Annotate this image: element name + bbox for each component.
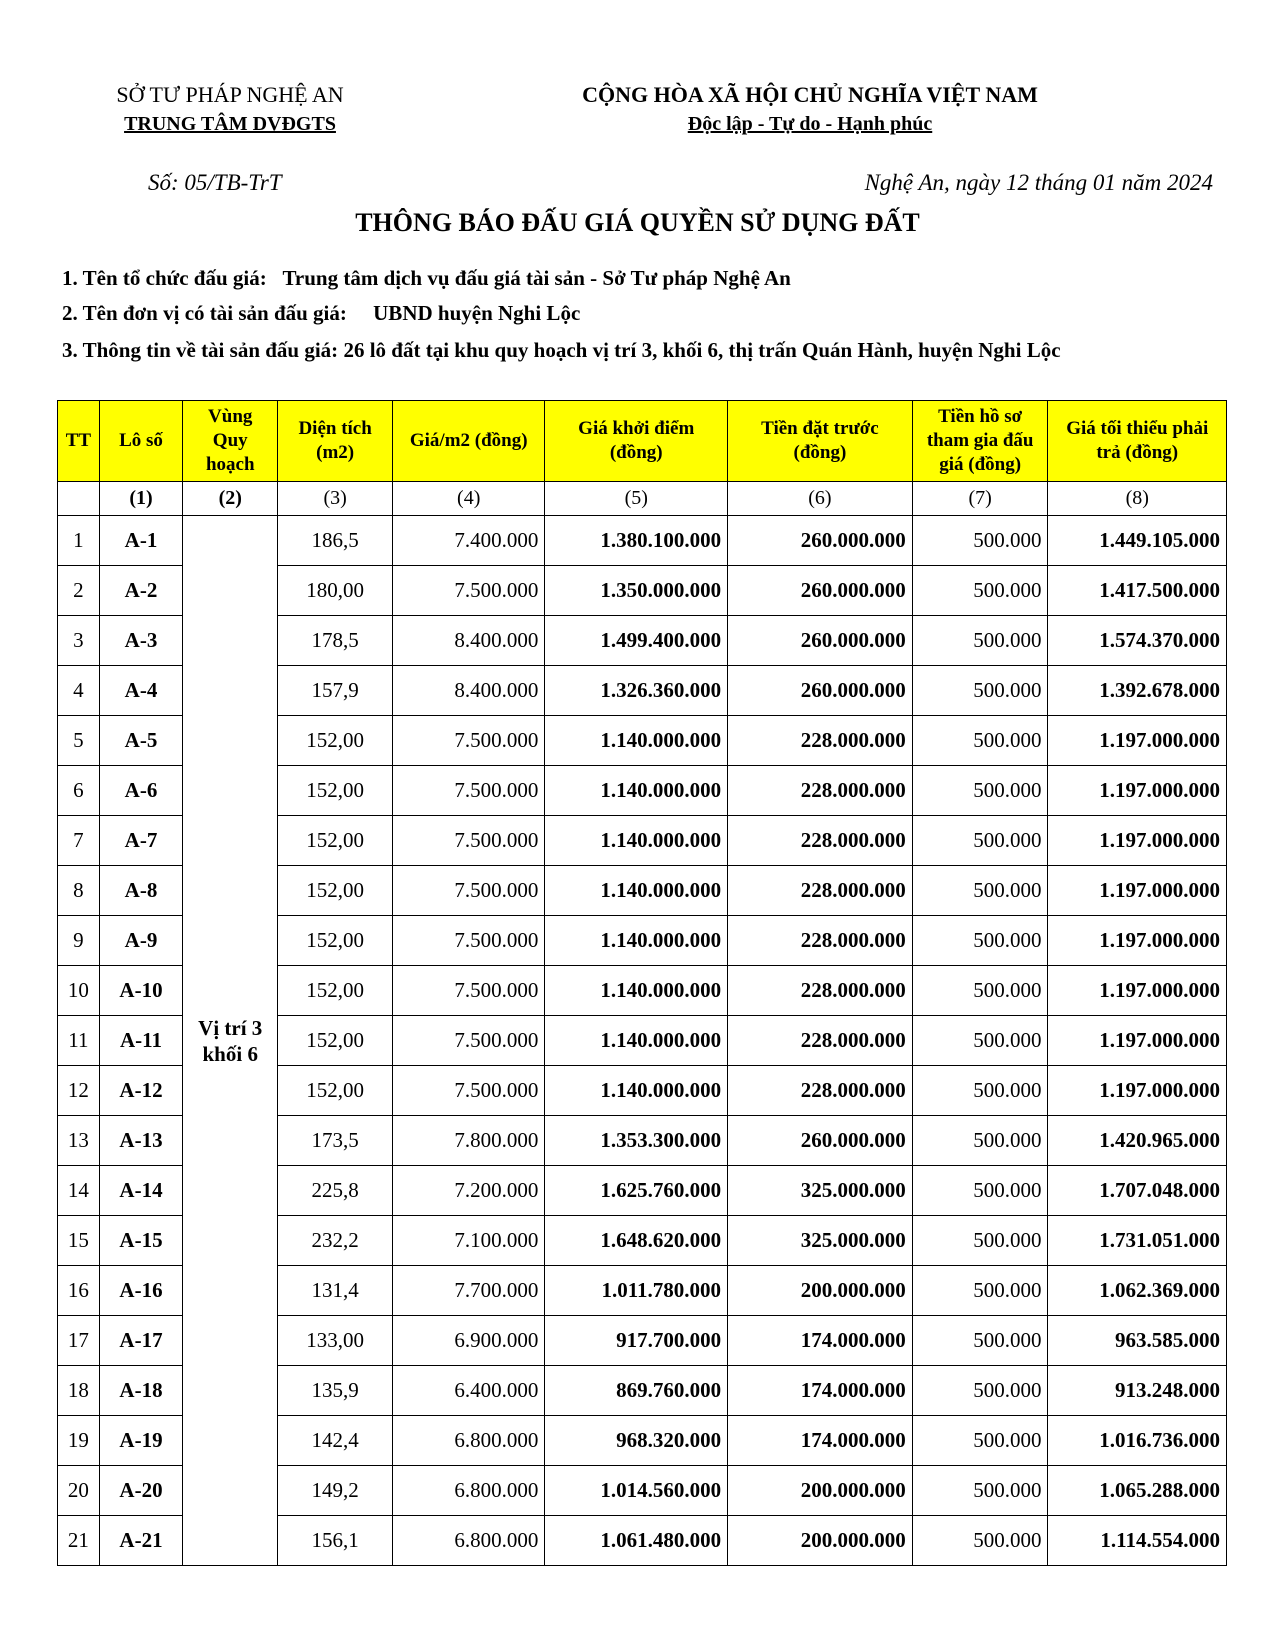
info-value: 26 lô đất tại khu quy hoạch vị trí 3, khối 6, thị trấn Quán Hành, huyện Nghi Lộc: [343, 338, 1061, 362]
price-per-m2-cell: 6.800.000: [393, 1416, 545, 1466]
info-line-asset: [62, 338, 1061, 363]
price-per-m2-cell: 7.500.000: [393, 766, 545, 816]
area-cell: 157,9: [278, 666, 393, 716]
info-line-organizer: [62, 266, 791, 291]
deposit-cell: 228.000.000: [728, 966, 913, 1016]
col-number: (6): [728, 482, 913, 516]
info-label: 1. Tên tổ chức đấu giá:: [62, 266, 267, 290]
min-price-cell: 1.197.000.000: [1048, 966, 1227, 1016]
price-per-m2-cell: 6.800.000: [393, 1516, 545, 1566]
row-index: 19: [58, 1416, 100, 1466]
row-index: 20: [58, 1466, 100, 1516]
national-header: [530, 80, 1090, 138]
document-number: Số: 05/TB-TrT: [148, 170, 282, 195]
start-price-cell: 1.625.760.000: [545, 1166, 728, 1216]
deposit-cell: 260.000.000: [728, 1116, 913, 1166]
lot-number: A-1: [99, 516, 183, 566]
row-index: 12: [58, 1066, 100, 1116]
document-date: Nghệ An, ngày 12 tháng 01 năm 2024: [864, 170, 1213, 195]
start-price-cell: 1.140.000.000: [545, 716, 728, 766]
price-per-m2-cell: 7.700.000: [393, 1266, 545, 1316]
start-price-cell: 968.320.000: [545, 1416, 728, 1466]
info-label: 2. Tên đơn vị có tài sản đấu giá:: [62, 301, 347, 325]
price-per-m2-cell: 7.400.000: [393, 516, 545, 566]
price-per-m2-cell: 7.500.000: [393, 816, 545, 866]
row-index: 11: [58, 1016, 100, 1066]
price-per-m2-cell: 6.800.000: [393, 1466, 545, 1516]
row-index: 10: [58, 966, 100, 1016]
fee-cell: 500.000: [912, 1266, 1048, 1316]
col-number: (7): [912, 482, 1048, 516]
row-index: 2: [58, 566, 100, 616]
lot-number: A-7: [99, 816, 183, 866]
min-price-cell: 1.197.000.000: [1048, 1066, 1227, 1116]
fee-cell: 500.000: [912, 966, 1048, 1016]
min-price-cell: 913.248.000: [1048, 1366, 1227, 1416]
deposit-cell: 200.000.000: [728, 1516, 913, 1566]
price-per-m2-cell: 7.500.000: [393, 866, 545, 916]
deposit-cell: 325.000.000: [728, 1166, 913, 1216]
fee-cell: 500.000: [912, 1016, 1048, 1066]
lot-number: A-12: [99, 1066, 183, 1116]
row-index: 1: [58, 516, 100, 566]
price-per-m2-cell: 7.500.000: [393, 566, 545, 616]
start-price-cell: 1.140.000.000: [545, 966, 728, 1016]
area-cell: 142,4: [278, 1416, 393, 1466]
area-cell: 180,00: [278, 566, 393, 616]
lot-number: A-17: [99, 1316, 183, 1366]
info-value: UBND huyện Nghi Lộc: [373, 301, 581, 325]
deposit-cell: 260.000.000: [728, 516, 913, 566]
start-price-cell: 1.140.000.000: [545, 916, 728, 966]
auction-table: [57, 400, 1227, 1566]
area-cell: 152,00: [278, 766, 393, 816]
start-price-cell: 917.700.000: [545, 1316, 728, 1366]
start-price-cell: 1.648.620.000: [545, 1216, 728, 1266]
fee-cell: 500.000: [912, 1466, 1048, 1516]
row-index: 14: [58, 1166, 100, 1216]
fee-cell: 500.000: [912, 916, 1048, 966]
col-number: (3): [278, 482, 393, 516]
deposit-cell: 228.000.000: [728, 866, 913, 916]
lot-number: A-16: [99, 1266, 183, 1316]
area-cell: 152,00: [278, 816, 393, 866]
area-cell: 135,9: [278, 1366, 393, 1416]
min-price-cell: 1.197.000.000: [1048, 1016, 1227, 1066]
deposit-cell: 200.000.000: [728, 1466, 913, 1516]
start-price-cell: 1.140.000.000: [545, 866, 728, 916]
col-number: (1): [99, 482, 183, 516]
area-cell: 156,1: [278, 1516, 393, 1566]
fee-cell: 500.000: [912, 1516, 1048, 1566]
fee-cell: 500.000: [912, 1366, 1048, 1416]
min-price-cell: 1.449.105.000: [1048, 516, 1227, 566]
price-per-m2-cell: 7.500.000: [393, 716, 545, 766]
lot-number: A-20: [99, 1466, 183, 1516]
price-per-m2-cell: 7.500.000: [393, 1066, 545, 1116]
fee-cell: 500.000: [912, 716, 1048, 766]
deposit-cell: 325.000.000: [728, 1216, 913, 1266]
row-index: 7: [58, 816, 100, 866]
deposit-cell: 174.000.000: [728, 1416, 913, 1466]
row-index: 4: [58, 666, 100, 716]
lot-number: A-3: [99, 616, 183, 666]
col-number: (8): [1048, 482, 1227, 516]
col-number: [58, 482, 100, 516]
deposit-cell: 228.000.000: [728, 766, 913, 816]
col-header-zone: Vùng Quy hoạch: [183, 401, 278, 482]
fee-cell: 500.000: [912, 516, 1048, 566]
price-per-m2-cell: 8.400.000: [393, 666, 545, 716]
col-number: (2): [183, 482, 278, 516]
min-price-cell: 1.392.678.000: [1048, 666, 1227, 716]
min-price-cell: 1.197.000.000: [1048, 916, 1227, 966]
deposit-cell: 228.000.000: [728, 716, 913, 766]
deposit-cell: 228.000.000: [728, 816, 913, 866]
info-line-owner: [62, 301, 580, 326]
lot-number: A-9: [99, 916, 183, 966]
start-price-cell: 1.061.480.000: [545, 1516, 728, 1566]
lot-number: A-2: [99, 566, 183, 616]
deposit-cell: 228.000.000: [728, 916, 913, 966]
fee-cell: 500.000: [912, 1216, 1048, 1266]
lot-number: A-19: [99, 1416, 183, 1466]
issuer-header: [80, 80, 380, 138]
start-price-cell: 1.140.000.000: [545, 1016, 728, 1066]
min-price-cell: 1.417.500.000: [1048, 566, 1227, 616]
lot-number: A-8: [99, 866, 183, 916]
row-index: 21: [58, 1516, 100, 1566]
table-body: [58, 516, 1227, 1566]
price-per-m2-cell: 8.400.000: [393, 616, 545, 666]
area-cell: 133,00: [278, 1316, 393, 1366]
table-row: [58, 516, 1227, 566]
area-cell: 152,00: [278, 966, 393, 1016]
lot-number: A-18: [99, 1366, 183, 1416]
start-price-cell: 1.014.560.000: [545, 1466, 728, 1516]
info-label: 3. Thông tin về tài sản đấu giá:: [62, 338, 339, 362]
price-per-m2-cell: 7.500.000: [393, 916, 545, 966]
deposit-cell: 260.000.000: [728, 616, 913, 666]
lot-number: A-10: [99, 966, 183, 1016]
min-price-cell: 1.197.000.000: [1048, 816, 1227, 866]
fee-cell: 500.000: [912, 1416, 1048, 1466]
fee-cell: 500.000: [912, 1116, 1048, 1166]
row-index: 17: [58, 1316, 100, 1366]
lot-number: A-13: [99, 1116, 183, 1166]
price-per-m2-cell: 7.800.000: [393, 1116, 545, 1166]
fee-cell: 500.000: [912, 666, 1048, 716]
col-number: (4): [393, 482, 545, 516]
price-per-m2-cell: 7.500.000: [393, 966, 545, 1016]
row-index: 18: [58, 1366, 100, 1416]
area-cell: 186,5: [278, 516, 393, 566]
col-header-deposit: Tiền đặt trước (đồng): [728, 401, 913, 482]
min-price-cell: 1.016.736.000: [1048, 1416, 1227, 1466]
fee-cell: 500.000: [912, 866, 1048, 916]
min-price-cell: 1.065.288.000: [1048, 1466, 1227, 1516]
area-cell: 178,5: [278, 616, 393, 666]
deposit-cell: 174.000.000: [728, 1366, 913, 1416]
col-header-price-m2: Giá/m2 (đồng): [393, 401, 545, 482]
fee-cell: 500.000: [912, 816, 1048, 866]
col-number: (5): [545, 482, 728, 516]
start-price-cell: 1.011.780.000: [545, 1266, 728, 1316]
price-per-m2-cell: 7.500.000: [393, 1016, 545, 1066]
min-price-cell: 1.574.370.000: [1048, 616, 1227, 666]
area-cell: 131,4: [278, 1266, 393, 1316]
col-header-lot: Lô số: [99, 401, 183, 482]
start-price-cell: 1.353.300.000: [545, 1116, 728, 1166]
min-price-cell: 1.731.051.000: [1048, 1216, 1227, 1266]
col-header-area: Diện tích (m2): [278, 401, 393, 482]
fee-cell: 500.000: [912, 766, 1048, 816]
start-price-cell: 1.350.000.000: [545, 566, 728, 616]
issuer-department: SỞ TƯ PHÁP NGHỆ AN: [116, 82, 344, 107]
row-index: 16: [58, 1266, 100, 1316]
area-cell: 225,8: [278, 1166, 393, 1216]
area-cell: 152,00: [278, 916, 393, 966]
table-colnum-row: [58, 482, 1227, 516]
min-price-cell: 1.114.554.000: [1048, 1516, 1227, 1566]
fee-cell: 500.000: [912, 616, 1048, 666]
row-index: 5: [58, 716, 100, 766]
area-cell: 152,00: [278, 1066, 393, 1116]
row-index: 8: [58, 866, 100, 916]
national-motto: Độc lập - Tự do - Hạnh phúc: [687, 113, 933, 135]
price-per-m2-cell: 6.900.000: [393, 1316, 545, 1366]
lot-number: A-11: [99, 1016, 183, 1066]
start-price-cell: 1.326.360.000: [545, 666, 728, 716]
area-cell: 152,00: [278, 866, 393, 916]
fee-cell: 500.000: [912, 1166, 1048, 1216]
col-header-min-price: Giá tối thiểu phải trả (đồng): [1048, 401, 1227, 482]
fee-cell: 500.000: [912, 1066, 1048, 1116]
area-cell: 152,00: [278, 1016, 393, 1066]
area-cell: 149,2: [278, 1466, 393, 1516]
min-price-cell: 1.197.000.000: [1048, 766, 1227, 816]
price-per-m2-cell: 6.400.000: [393, 1366, 545, 1416]
price-per-m2-cell: 7.100.000: [393, 1216, 545, 1266]
fee-cell: 500.000: [912, 566, 1048, 616]
zone-cell: Vị trí 3 khối 6: [183, 516, 278, 1566]
lot-number: A-21: [99, 1516, 183, 1566]
info-value: Trung tâm dịch vụ đấu giá tài sản - Sở Tư pháp Nghệ An: [282, 266, 791, 290]
deposit-cell: 174.000.000: [728, 1316, 913, 1366]
min-price-cell: 1.707.048.000: [1048, 1166, 1227, 1216]
fee-cell: 500.000: [912, 1316, 1048, 1366]
start-price-cell: 1.140.000.000: [545, 816, 728, 866]
min-price-cell: 1.197.000.000: [1048, 866, 1227, 916]
row-index: 13: [58, 1116, 100, 1166]
area-cell: 232,2: [278, 1216, 393, 1266]
lot-number: A-15: [99, 1216, 183, 1266]
lot-number: A-6: [99, 766, 183, 816]
deposit-cell: 228.000.000: [728, 1016, 913, 1066]
min-price-cell: 963.585.000: [1048, 1316, 1227, 1366]
row-index: 6: [58, 766, 100, 816]
start-price-cell: 1.499.400.000: [545, 616, 728, 666]
start-price-cell: 1.140.000.000: [545, 1066, 728, 1116]
lot-number: A-4: [99, 666, 183, 716]
col-header-tt: TT: [58, 401, 100, 482]
national-title: CỘNG HÒA XÃ HỘI CHỦ NGHĨA VIỆT NAM: [582, 82, 1038, 107]
area-cell: 173,5: [278, 1116, 393, 1166]
min-price-cell: 1.197.000.000: [1048, 716, 1227, 766]
start-price-cell: 1.380.100.000: [545, 516, 728, 566]
issuer-center: TRUNG TÂM DVĐGTS: [124, 113, 336, 135]
lot-number: A-5: [99, 716, 183, 766]
col-header-fee: Tiền hồ sơ tham gia đấu giá (đồng): [912, 401, 1048, 482]
row-index: 15: [58, 1216, 100, 1266]
start-price-cell: 1.140.000.000: [545, 766, 728, 816]
deposit-cell: 200.000.000: [728, 1266, 913, 1316]
table-header-row: [58, 401, 1227, 482]
document-title: THÔNG BÁO ĐẤU GIÁ QUYỀN SỬ DỤNG ĐẤT: [355, 208, 920, 237]
deposit-cell: 228.000.000: [728, 1066, 913, 1116]
lot-number: A-14: [99, 1166, 183, 1216]
area-cell: 152,00: [278, 716, 393, 766]
min-price-cell: 1.062.369.000: [1048, 1266, 1227, 1316]
deposit-cell: 260.000.000: [728, 666, 913, 716]
row-index: 3: [58, 616, 100, 666]
price-per-m2-cell: 7.200.000: [393, 1166, 545, 1216]
min-price-cell: 1.420.965.000: [1048, 1116, 1227, 1166]
deposit-cell: 260.000.000: [728, 566, 913, 616]
start-price-cell: 869.760.000: [545, 1366, 728, 1416]
row-index: 9: [58, 916, 100, 966]
col-header-start-price: Giá khởi điểm (đồng): [545, 401, 728, 482]
